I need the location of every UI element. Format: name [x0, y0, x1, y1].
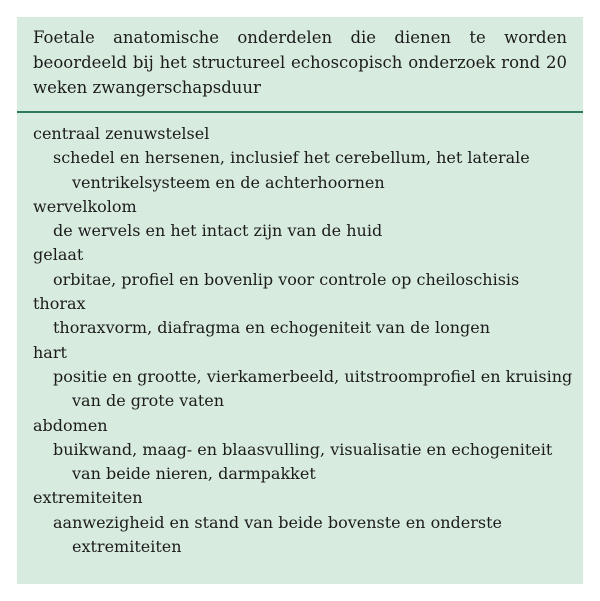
- section-desc-thorax: thoraxvorm, diafragma en echogeniteit van de longen: [53, 318, 491, 338]
- info-box: [17, 17, 583, 584]
- section-title-spine: wervelkolom: [33, 196, 137, 216]
- section-title-thorax: thorax: [33, 294, 86, 314]
- header-divider: [17, 111, 583, 113]
- section-title-abdomen: abdomen: [33, 415, 108, 435]
- anatomy-list: [33, 122, 573, 559]
- section-title-face: gelaat: [33, 245, 84, 265]
- section-desc-face: orbitae, profiel en bovenlip voor controle op cheiloschisis: [53, 269, 520, 289]
- section-title-extremities: extremiteiten: [33, 488, 143, 508]
- section-title-cns: centraal zenuwstelsel: [33, 124, 210, 143]
- box-title: Foetale anatomische onderdelen die dienen te worden beoordeeld bij het structureel echoscopisch onderzoek rond 20 weken zwangerschapsduur: [33, 28, 567, 97]
- section-desc-cns: schedel en hersenen, inclusief het cerebellum, het laterale ventrikelsysteem en de achterhoornen: [53, 148, 530, 192]
- section-desc-heart: positie en grootte, vierkamerbeeld, uitstroomprofiel en kruising van de grote vaten: [53, 366, 573, 411]
- section-desc-abdomen: buikwand, maag- en blaasvulling, visualisatie en echogeniteit van beide nieren, darmpakket: [53, 439, 553, 484]
- section-desc-extremities: aanwezigheid en stand van beide bovenste en onderste extremiteiten: [53, 512, 502, 557]
- section-title-heart: hart: [33, 342, 67, 362]
- section-desc-spine: de wervels en het intact zijn van de huid: [53, 221, 383, 241]
